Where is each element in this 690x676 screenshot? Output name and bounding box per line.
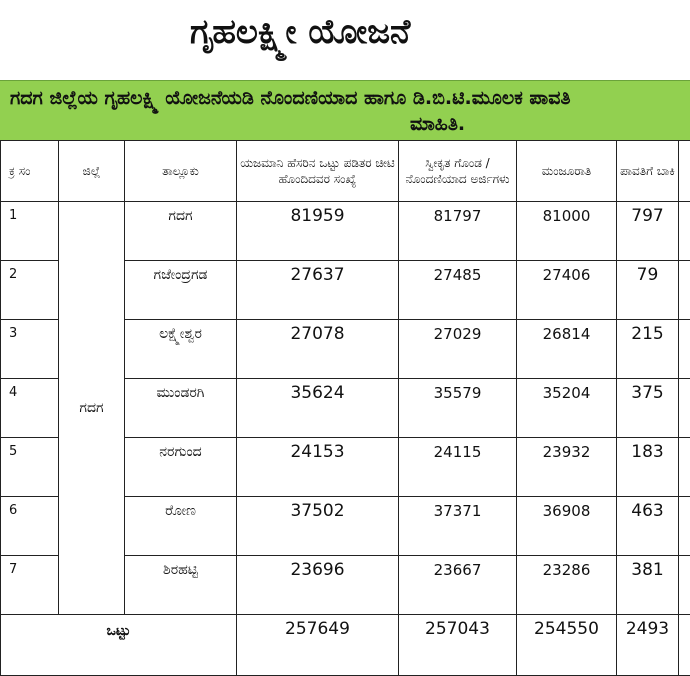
cell-cut-off [679, 320, 690, 379]
header-taluk: ತಾಲ್ಲೂಕು [125, 141, 237, 202]
cell-pending: 375 [617, 379, 679, 438]
cell-taluk: ನರಗುಂದ [125, 438, 237, 497]
header-district: ಜಿಲ್ಲೆ [59, 141, 125, 202]
cell-pending: 381 [617, 556, 679, 615]
banner-line-2: ಮಾಹಿತಿ. [410, 113, 465, 135]
cell-sanctioned: 36908 [517, 497, 617, 556]
cell-households: 35624 [237, 379, 399, 438]
cell-registered: 81797 [399, 202, 517, 261]
cell-households: 23696 [237, 556, 399, 615]
cell-serial: 1 [1, 202, 59, 261]
header-households: ಯಜಮಾನಿ ಹೆಸರಿನ ಒಟ್ಟು ಪಡಿತರ ಚೀಟಿ ಹೊಂದಿದವರ ಸಂಖ್ಯೆ [237, 141, 399, 202]
cell-registered: 27485 [399, 261, 517, 320]
total-households: 257649 [237, 615, 399, 676]
cell-sanctioned: 27406 [517, 261, 617, 320]
cell-households: 27637 [237, 261, 399, 320]
total-label: ಒಟ್ಟು [1, 615, 237, 676]
cell-cut-off [679, 438, 690, 497]
cell-serial: 7 [1, 556, 59, 615]
cell-registered: 35579 [399, 379, 517, 438]
total-registered: 257043 [399, 615, 517, 676]
cell-households: 24153 [237, 438, 399, 497]
table-row [1, 202, 690, 261]
cell-pending: 183 [617, 438, 679, 497]
cell-cut-off [679, 261, 690, 320]
cell-taluk: ಶಿರಹಟ್ಟಿ [125, 556, 237, 615]
banner-line-1: ಗದಗ ಜಿಲ್ಲೆಯ ಗೃಹಲಕ್ಷ್ಮಿ ಯೋಜನೆಯಡಿ ನೊಂದಣಿಯಾದ ಹಾಗೂ ಡಿ.ಬಿ.ಟಿ.ಮೂಲಕ ಪಾವತಿ [10, 87, 571, 109]
cell-taluk: ಗಜೇಂದ್ರಗಡ [125, 261, 237, 320]
cell-serial: 6 [1, 497, 59, 556]
cell-registered: 24115 [399, 438, 517, 497]
cell-taluk: ಮುಂಡರಗಿ [125, 379, 237, 438]
cell-serial: 2 [1, 261, 59, 320]
cell-sanctioned: 23286 [517, 556, 617, 615]
cell-pending: 797 [617, 202, 679, 261]
cell-cut-off [679, 497, 690, 556]
data-table [0, 140, 690, 676]
page-title: ಗೃಹಲಕ್ಷ್ಮೀ ಯೋಜನೆ [0, 12, 690, 52]
total-row [1, 615, 690, 676]
cell-cut-off [679, 615, 690, 676]
cell-sanctioned: 26814 [517, 320, 617, 379]
cell-households: 27078 [237, 320, 399, 379]
cell-serial: 4 [1, 379, 59, 438]
cell-sanctioned: 81000 [517, 202, 617, 261]
cell-registered: 27029 [399, 320, 517, 379]
cell-cut-off [679, 379, 690, 438]
header-cut-off [679, 141, 690, 202]
cell-pending: 463 [617, 497, 679, 556]
cell-taluk: ಗದಗ [125, 202, 237, 261]
cell-registered: 37371 [399, 497, 517, 556]
cell-households: 37502 [237, 497, 399, 556]
header-row [1, 141, 690, 202]
cell-serial: 5 [1, 438, 59, 497]
header-pending: ಪಾವತಿಗೆ ಬಾಕಿ [617, 141, 679, 202]
header-sanctioned: ಮಂಜೂರಾತಿ [517, 141, 617, 202]
cell-sanctioned: 35204 [517, 379, 617, 438]
cell-pending: 79 [617, 261, 679, 320]
cell-cut-off [679, 202, 690, 261]
cell-taluk: ರೋಣ [125, 497, 237, 556]
cell-serial: 3 [1, 320, 59, 379]
total-sanctioned: 254550 [517, 615, 617, 676]
header-registered: ಸ್ವೀಕೃತ ಗೊಂಡ / ನೊಂದಣಿಯಾದ ಅರ್ಜಿಗಳು [399, 141, 517, 202]
cell-district: ಗದಗ [59, 202, 125, 615]
header-serial: ಕ್ರ ಸಂ [1, 141, 59, 202]
total-pending: 2493 [617, 615, 679, 676]
cell-cut-off [679, 556, 690, 615]
cell-sanctioned: 23932 [517, 438, 617, 497]
cell-registered: 23667 [399, 556, 517, 615]
table-caption-banner [0, 80, 690, 140]
cell-households: 81959 [237, 202, 399, 261]
cell-taluk: ಲಕ್ಷ್ಮೇಶ್ವರ [125, 320, 237, 379]
cell-pending: 215 [617, 320, 679, 379]
